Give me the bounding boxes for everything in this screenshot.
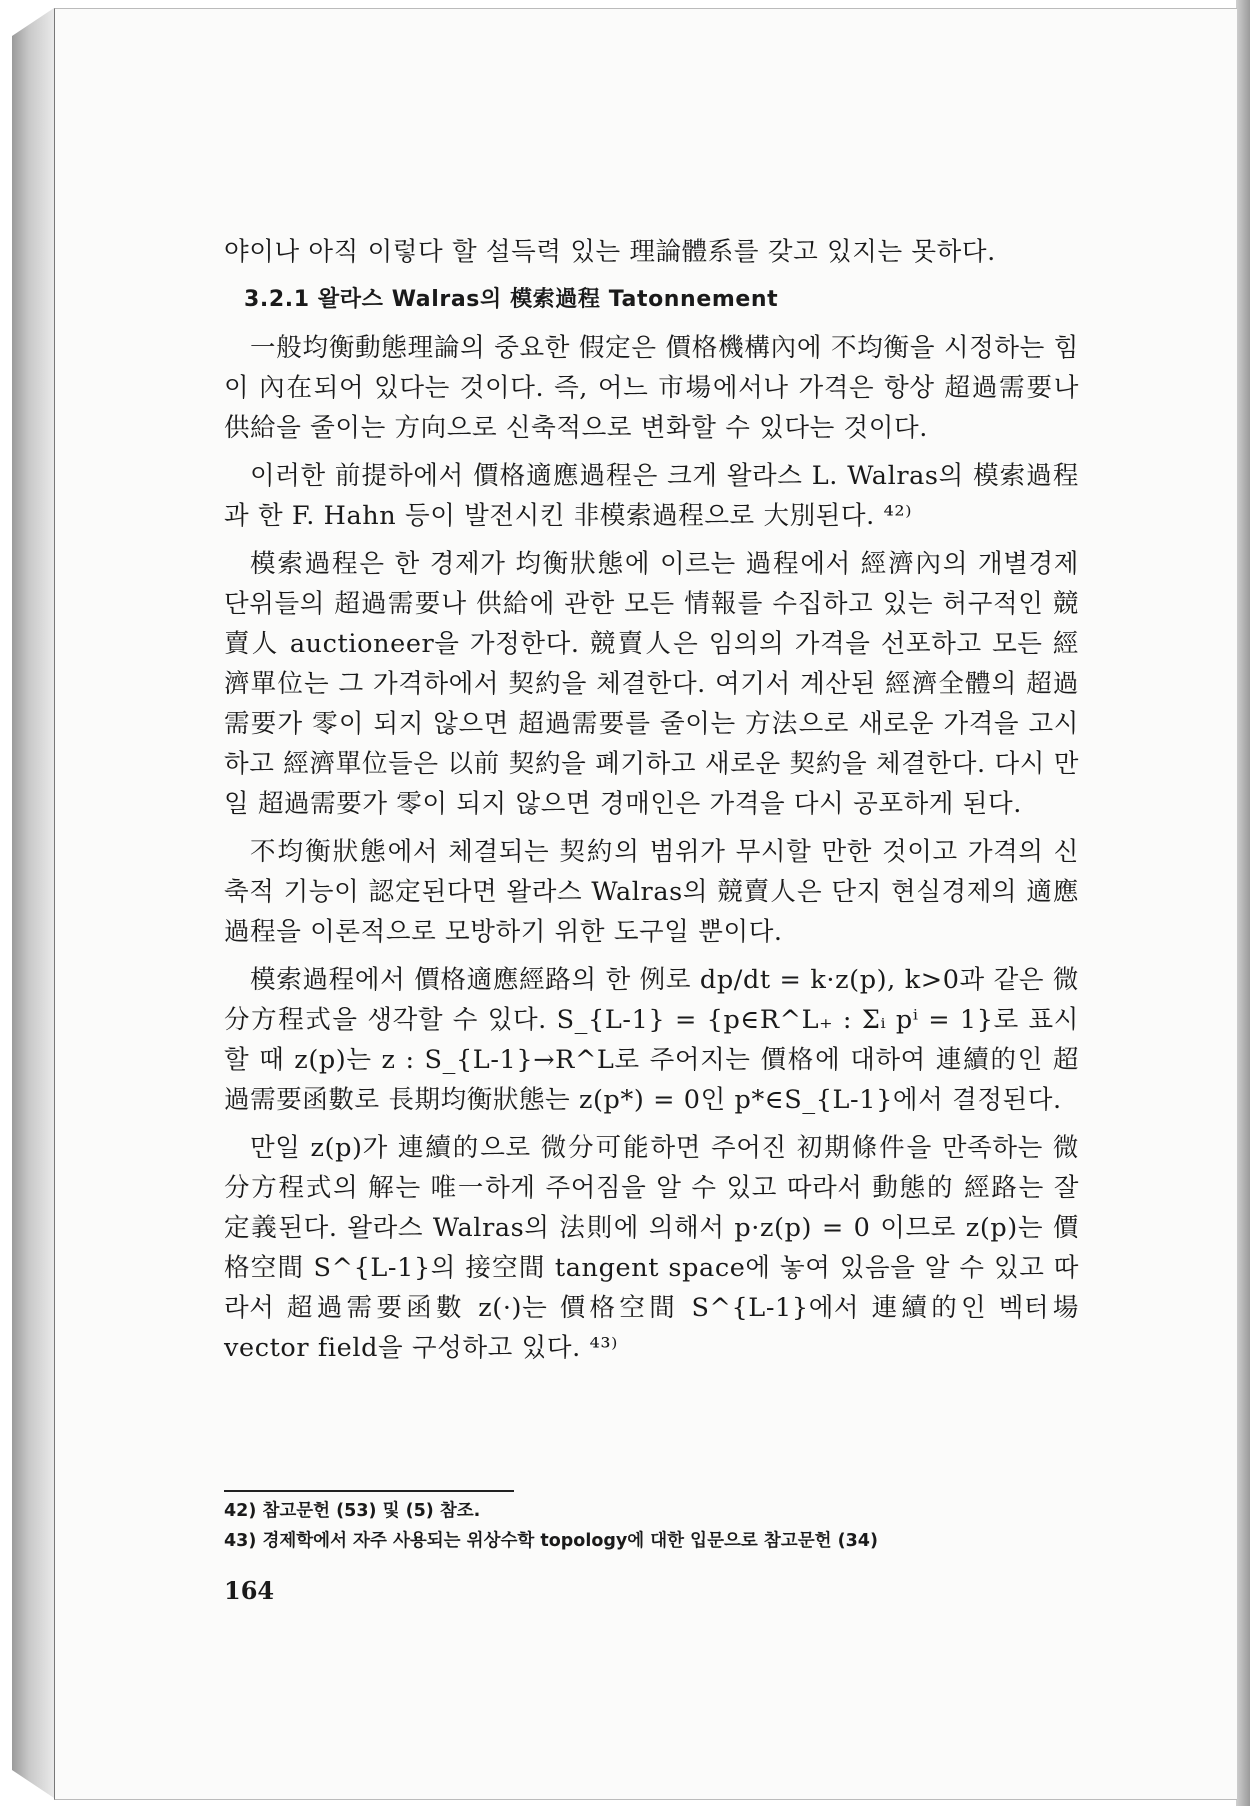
footnotes: [224, 1496, 1084, 1556]
book-spine-edge: [12, 8, 54, 1798]
section-heading: 3.2.1 왈라스 Walras의 模索過程 Tatonnement: [244, 287, 779, 312]
paragraph-5: 模索過程에서 價格適應經路의 한 例로 dp/dt = k·z(p), k>0과 같은 微分方程式을 생각할 수 있다. S_{L-1} = {p∈R^L₊ : Σᵢ pⁱ = 1}로 표시할 때 z(p)는 z : S_{L-1}→R^L로 주어지는 價格에 대하여 連續的인 超過需要函數로 長期均衡狀態는 z(p*) = 0인 p*∈S_{L-1}에서 결정된다.: [224, 965, 1079, 1115]
paragraph-6: 만일 z(p)가 連續的으로 微分可能하면 주어진 初期條件을 만족하는 微分方程式의 解는 唯一하게 주어짐을 알 수 있고 따라서 動態的 經路는 잘 定義된다. 왈라스 Walras의 法則에 의해서 p·z(p) = 0 이므로 z(p)는 價格空間 S^{L-1}의 接空間 tangent space에 놓여 있음을 알 수 있고 따라서 超過需要函數 z(·)는 價格空間 S^{L-1}에서 連續的인 벡터場 vector field을 구성하고 있다. ⁴³⁾: [224, 1133, 1079, 1363]
page-body: [224, 232, 1079, 1368]
footnote-42: 42) 참고문헌 (53) 및 (5) 참조.: [224, 1501, 481, 1521]
paragraph-2: 이러한 前提하에서 價格適應過程은 크게 왈라스 L. Walras의 模索過程과 한 F. Hahn 등이 발전시킨 非模索過程으로 大別된다. ⁴²⁾: [224, 461, 1079, 531]
book-page-edge: [1236, 0, 1250, 1806]
paragraph-4: 不均衡狀態에서 체결되는 契約의 범위가 무시할 만한 것이고 가격의 신축적 기능이 認定된다면 왈라스 Walras의 競賣人은 단지 현실경제의 適應過程을 이론적으로 모방하기 위한 도구일 뿐이다.: [224, 837, 1079, 947]
page-number: 164: [224, 1576, 275, 1605]
footnote-43: 43) 경제학에서 자주 사용되는 위상수학 topology에 대한 입문으로 참고문헌 (34): [224, 1531, 878, 1551]
footnote-divider: [224, 1490, 514, 1492]
intro-line: 야이나 아직 이렇다 할 설득력 있는 理論體系를 갖고 있지는 못하다.: [224, 237, 996, 267]
paragraph-1: 一般均衡動態理論의 중요한 假定은 價格機構內에 不均衡을 시정하는 힘이 內在되어 있다는 것이다. 즉, 어느 市場에서나 가격은 항상 超過需要나 供給을 줄이는 方向으로 신축적으로 변화할 수 있다는 것이다.: [224, 333, 1079, 443]
paragraph-3: 模索過程은 한 경제가 均衡狀態에 이르는 過程에서 經濟內의 개별경제단위들의 超過需要나 供給에 관한 모든 情報를 수집하고 있는 허구적인 競賣人 auctioneer을 가정한다. 競賣人은 임의의 가격을 선포하고 모든 經濟單位는 그 가격하에서 契約을 체결한다. 여기서 계산된 經濟全體의 超過需要가 零이 되지 않으면 超過需要를 줄이는 方法으로 새로운 가격을 고시하고 經濟單位들은 以前 契約을 폐기하고 새로운 契約을 체결한다. 다시 만일 超過需要가 零이 되지 않으면 경매인은 가격을 다시 공포하게 된다.: [224, 549, 1079, 819]
